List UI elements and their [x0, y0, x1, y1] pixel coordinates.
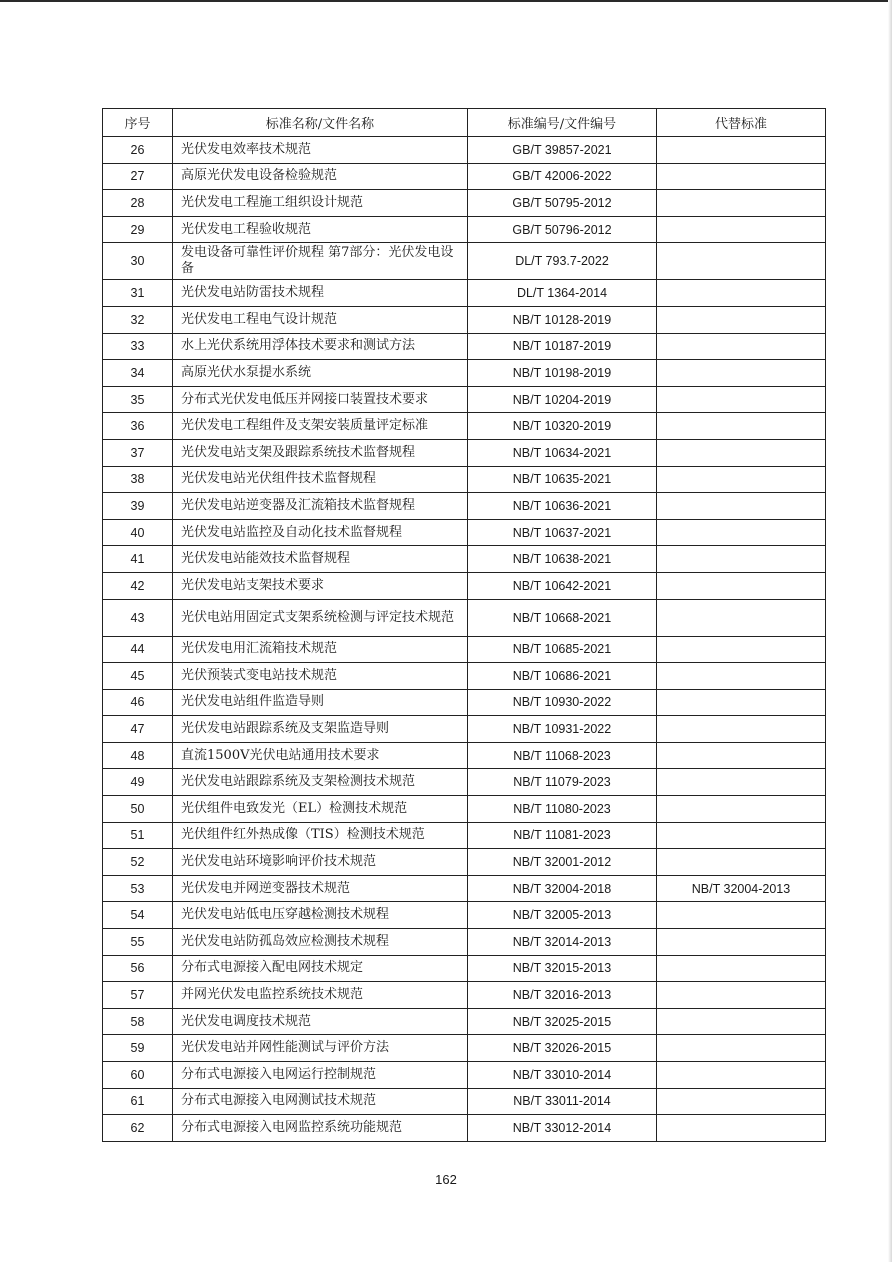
cell-standard-name: 光伏发电站监控及自动化技术监督规程 — [173, 519, 468, 546]
cell-standard-code: DL/T 1364-2014 — [468, 280, 657, 307]
cell-replaced-standard — [657, 1008, 826, 1035]
cell-standard-name: 光伏发电站光伏组件技术监督规程 — [173, 466, 468, 493]
cell-standard-code: NB/T 11080-2023 — [468, 796, 657, 823]
cell-replaced-standard — [657, 1035, 826, 1062]
cell-standard-name: 高原光伏水泵提水系统 — [173, 360, 468, 387]
cell-serial-number: 58 — [103, 1008, 173, 1035]
cell-replaced-standard — [657, 716, 826, 743]
table-row — [103, 822, 826, 849]
cell-replaced-standard — [657, 190, 826, 217]
cell-standard-code: DL/T 793.7-2022 — [468, 243, 657, 280]
header-standard-code: 标准编号/文件编号 — [468, 109, 657, 137]
cell-serial-number: 35 — [103, 386, 173, 413]
cell-replaced-standard — [657, 689, 826, 716]
cell-standard-code: NB/T 32016-2013 — [468, 982, 657, 1009]
cell-serial-number: 42 — [103, 572, 173, 599]
cell-serial-number: 60 — [103, 1062, 173, 1089]
cell-serial-number: 46 — [103, 689, 173, 716]
cell-replaced-standard — [657, 849, 826, 876]
cell-standard-name: 光伏发电站跟踪系统及支架监造导则 — [173, 716, 468, 743]
cell-standard-code: NB/T 11081-2023 — [468, 822, 657, 849]
header-replaced-standard: 代替标准 — [657, 109, 826, 137]
cell-standard-name: 光伏发电工程电气设计规范 — [173, 306, 468, 333]
cell-replaced-standard — [657, 360, 826, 387]
cell-replaced-standard — [657, 466, 826, 493]
cell-replaced-standard — [657, 413, 826, 440]
cell-standard-name: 高原光伏发电设备检验规范 — [173, 163, 468, 190]
cell-serial-number: 52 — [103, 849, 173, 876]
page-number: 162 — [435, 1172, 457, 1187]
cell-standard-code: NB/T 32001-2012 — [468, 849, 657, 876]
table-row — [103, 280, 826, 307]
cell-standard-code: NB/T 10642-2021 — [468, 572, 657, 599]
cell-standard-name: 光伏发电站防孤岛效应检测技术规程 — [173, 929, 468, 956]
table-row — [103, 849, 826, 876]
cell-replaced-standard — [657, 163, 826, 190]
table-row — [103, 386, 826, 413]
cell-standard-name: 光伏发电效率技术规范 — [173, 137, 468, 164]
top-border-line — [0, 0, 892, 2]
cell-serial-number: 61 — [103, 1088, 173, 1115]
table-row — [103, 716, 826, 743]
cell-standard-code: NB/T 10634-2021 — [468, 439, 657, 466]
cell-standard-name: 光伏发电站组件监造导则 — [173, 689, 468, 716]
cell-standard-name: 光伏发电站低电压穿越检测技术规程 — [173, 902, 468, 929]
cell-standard-name: 光伏发电工程验收规范 — [173, 216, 468, 243]
table-row — [103, 163, 826, 190]
cell-standard-code: NB/T 10637-2021 — [468, 519, 657, 546]
cell-replaced-standard — [657, 306, 826, 333]
cell-replaced-standard — [657, 796, 826, 823]
table-row — [103, 875, 826, 902]
cell-serial-number: 50 — [103, 796, 173, 823]
cell-standard-name: 光伏预装式变电站技术规范 — [173, 663, 468, 690]
cell-serial-number: 54 — [103, 902, 173, 929]
cell-standard-name: 并网光伏发电监控系统技术规范 — [173, 982, 468, 1009]
cell-serial-number: 45 — [103, 663, 173, 690]
cell-serial-number: 55 — [103, 929, 173, 956]
cell-standard-code: NB/T 10636-2021 — [468, 493, 657, 520]
cell-standard-name: 光伏发电并网逆变器技术规范 — [173, 875, 468, 902]
cell-standard-code: NB/T 10638-2021 — [468, 546, 657, 573]
cell-standard-name: 光伏发电站并网性能测试与评价方法 — [173, 1035, 468, 1062]
cell-standard-name: 分布式电源接入电网监控系统功能规范 — [173, 1115, 468, 1142]
cell-standard-code: NB/T 33012-2014 — [468, 1115, 657, 1142]
table-row — [103, 689, 826, 716]
cell-serial-number: 41 — [103, 546, 173, 573]
cell-standard-code: NB/T 10320-2019 — [468, 413, 657, 440]
table-row — [103, 546, 826, 573]
cell-standard-code: NB/T 11079-2023 — [468, 769, 657, 796]
cell-serial-number: 49 — [103, 769, 173, 796]
cell-replaced-standard — [657, 982, 826, 1009]
cell-standard-code: GB/T 39857-2021 — [468, 137, 657, 164]
cell-replaced-standard: NB/T 32004-2013 — [657, 875, 826, 902]
header-serial-number: 序号 — [103, 109, 173, 137]
cell-replaced-standard — [657, 439, 826, 466]
cell-serial-number: 53 — [103, 875, 173, 902]
table-row — [103, 190, 826, 217]
cell-serial-number: 62 — [103, 1115, 173, 1142]
cell-standard-code: NB/T 32025-2015 — [468, 1008, 657, 1035]
table-row — [103, 1115, 826, 1142]
cell-standard-name: 光伏发电调度技术规范 — [173, 1008, 468, 1035]
table-row — [103, 929, 826, 956]
cell-replaced-standard — [657, 929, 826, 956]
cell-standard-code: NB/T 32014-2013 — [468, 929, 657, 956]
cell-serial-number: 51 — [103, 822, 173, 849]
cell-standard-code: NB/T 32004-2018 — [468, 875, 657, 902]
cell-standard-name: 光伏组件红外热成像（TIS）检测技术规范 — [173, 822, 468, 849]
cell-serial-number: 34 — [103, 360, 173, 387]
cell-serial-number: 33 — [103, 333, 173, 360]
cell-standard-name: 分布式电源接入配电网技术规定 — [173, 955, 468, 982]
cell-serial-number: 59 — [103, 1035, 173, 1062]
cell-replaced-standard — [657, 955, 826, 982]
table-row — [103, 519, 826, 546]
table-row — [103, 902, 826, 929]
cell-replaced-standard — [657, 663, 826, 690]
table-row — [103, 137, 826, 164]
table-row — [103, 742, 826, 769]
cell-standard-code: NB/T 10128-2019 — [468, 306, 657, 333]
cell-standard-code: NB/T 10668-2021 — [468, 599, 657, 636]
cell-standard-name: 光伏发电站能效技术监督规程 — [173, 546, 468, 573]
cell-standard-code: NB/T 10635-2021 — [468, 466, 657, 493]
table-row — [103, 1008, 826, 1035]
cell-replaced-standard — [657, 333, 826, 360]
table-row — [103, 982, 826, 1009]
cell-standard-name: 光伏发电站环境影响评价技术规范 — [173, 849, 468, 876]
cell-serial-number: 47 — [103, 716, 173, 743]
cell-standard-name: 光伏发电站逆变器及汇流箱技术监督规程 — [173, 493, 468, 520]
page-edge-shadow — [888, 0, 892, 1262]
cell-standard-code: NB/T 10931-2022 — [468, 716, 657, 743]
cell-replaced-standard — [657, 902, 826, 929]
table-row — [103, 1062, 826, 1089]
cell-replaced-standard — [657, 599, 826, 636]
cell-standard-name: 光伏组件电致发光（EL）检测技术规范 — [173, 796, 468, 823]
cell-serial-number: 29 — [103, 216, 173, 243]
table-body — [103, 137, 826, 1142]
table-row — [103, 493, 826, 520]
cell-standard-name: 光伏发电站支架技术要求 — [173, 572, 468, 599]
cell-standard-code: NB/T 11068-2023 — [468, 742, 657, 769]
table-row — [103, 1088, 826, 1115]
table-row — [103, 243, 826, 280]
cell-standard-name: 光伏发电站支架及跟踪系统技术监督规程 — [173, 439, 468, 466]
cell-replaced-standard — [657, 572, 826, 599]
table-row — [103, 1035, 826, 1062]
table-row — [103, 572, 826, 599]
cell-standard-code: NB/T 10930-2022 — [468, 689, 657, 716]
cell-standard-name: 分布式电源接入电网测试技术规范 — [173, 1088, 468, 1115]
table-row — [103, 466, 826, 493]
table-row — [103, 769, 826, 796]
cell-standard-code: NB/T 33010-2014 — [468, 1062, 657, 1089]
cell-standard-name: 直流1500V光伏电站通用技术要求 — [173, 742, 468, 769]
cell-standard-code: NB/T 10204-2019 — [468, 386, 657, 413]
table-row — [103, 636, 826, 663]
cell-standard-name: 分布式电源接入电网运行控制规范 — [173, 1062, 468, 1089]
cell-serial-number: 36 — [103, 413, 173, 440]
table-row — [103, 439, 826, 466]
cell-serial-number: 27 — [103, 163, 173, 190]
cell-serial-number: 56 — [103, 955, 173, 982]
cell-serial-number: 28 — [103, 190, 173, 217]
header-standard-name: 标准名称/文件名称 — [173, 109, 468, 137]
cell-replaced-standard — [657, 1062, 826, 1089]
cell-replaced-standard — [657, 546, 826, 573]
cell-standard-code: NB/T 10685-2021 — [468, 636, 657, 663]
cell-replaced-standard — [657, 137, 826, 164]
cell-replaced-standard — [657, 1115, 826, 1142]
cell-standard-name: 水上光伏系统用浮体技术要求和测试方法 — [173, 333, 468, 360]
cell-standard-name: 分布式光伏发电低压并网接口装置技术要求 — [173, 386, 468, 413]
cell-replaced-standard — [657, 493, 826, 520]
cell-standard-code: NB/T 32015-2013 — [468, 955, 657, 982]
cell-replaced-standard — [657, 636, 826, 663]
cell-serial-number: 31 — [103, 280, 173, 307]
table-row — [103, 216, 826, 243]
cell-serial-number: 30 — [103, 243, 173, 280]
cell-standard-name: 光伏发电站跟踪系统及支架检测技术规范 — [173, 769, 468, 796]
standards-table — [102, 108, 826, 1142]
table-row — [103, 599, 826, 636]
cell-replaced-standard — [657, 742, 826, 769]
table-row — [103, 413, 826, 440]
cell-serial-number: 37 — [103, 439, 173, 466]
cell-standard-code: NB/T 32005-2013 — [468, 902, 657, 929]
cell-standard-name: 光伏发电工程组件及支架安装质量评定标准 — [173, 413, 468, 440]
cell-serial-number: 32 — [103, 306, 173, 333]
cell-replaced-standard — [657, 386, 826, 413]
cell-replaced-standard — [657, 769, 826, 796]
cell-serial-number: 38 — [103, 466, 173, 493]
table-row — [103, 306, 826, 333]
cell-standard-code: GB/T 50795-2012 — [468, 190, 657, 217]
table-row — [103, 333, 826, 360]
cell-standard-code: NB/T 33011-2014 — [468, 1088, 657, 1115]
cell-standard-code: GB/T 50796-2012 — [468, 216, 657, 243]
cell-replaced-standard — [657, 280, 826, 307]
cell-serial-number: 43 — [103, 599, 173, 636]
cell-serial-number: 26 — [103, 137, 173, 164]
cell-standard-name: 光伏发电用汇流箱技术规范 — [173, 636, 468, 663]
cell-replaced-standard — [657, 216, 826, 243]
cell-standard-code: NB/T 32026-2015 — [468, 1035, 657, 1062]
cell-standard-code: GB/T 42006-2022 — [468, 163, 657, 190]
cell-serial-number: 40 — [103, 519, 173, 546]
cell-replaced-standard — [657, 519, 826, 546]
cell-serial-number: 44 — [103, 636, 173, 663]
cell-serial-number: 57 — [103, 982, 173, 1009]
cell-standard-name: 光伏电站用固定式支架系统检测与评定技术规范 — [173, 599, 468, 636]
cell-serial-number: 48 — [103, 742, 173, 769]
cell-standard-name: 发电设备可靠性评价规程 第7部分：光伏发电设备 — [173, 243, 468, 280]
table-header-row — [103, 109, 826, 137]
cell-serial-number: 39 — [103, 493, 173, 520]
cell-standard-code: NB/T 10187-2019 — [468, 333, 657, 360]
table-row — [103, 360, 826, 387]
table-row — [103, 796, 826, 823]
cell-standard-name: 光伏发电工程施工组织设计规范 — [173, 190, 468, 217]
cell-standard-code: NB/T 10198-2019 — [468, 360, 657, 387]
cell-replaced-standard — [657, 822, 826, 849]
table-row — [103, 955, 826, 982]
cell-replaced-standard — [657, 243, 826, 280]
cell-standard-name: 光伏发电站防雷技术规程 — [173, 280, 468, 307]
table-row — [103, 663, 826, 690]
cell-standard-code: NB/T 10686-2021 — [468, 663, 657, 690]
cell-replaced-standard — [657, 1088, 826, 1115]
